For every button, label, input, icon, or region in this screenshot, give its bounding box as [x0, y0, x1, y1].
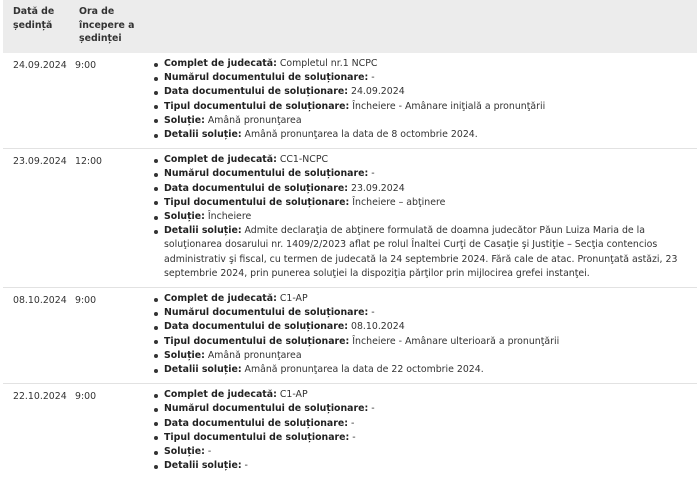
detail-label: Numărul documentului de soluționare:	[164, 168, 369, 180]
detail-item	[154, 306, 697, 320]
hearing-details	[154, 149, 697, 288]
detail-label: Tipul documentului de soluționare:	[164, 335, 350, 347]
detail-label: Numărul documentului de soluționare:	[164, 403, 369, 415]
hearing-time: 9:00	[75, 60, 97, 71]
detail-item	[154, 85, 697, 99]
detail-label: Soluție:	[164, 446, 205, 458]
detail-value: -	[368, 168, 375, 180]
detail-item	[154, 210, 697, 224]
detail-value: 24.09.2024	[348, 86, 405, 98]
table-header-row	[3, 0, 697, 53]
detail-item	[154, 114, 697, 128]
detail-value: Încheiere - Amânare ulterioară a pronunţării	[349, 335, 560, 347]
detail-value: 08.10.2024	[348, 321, 405, 333]
detail-item	[154, 100, 697, 114]
details-list	[154, 384, 697, 479]
details-list	[154, 53, 697, 148]
detail-label: Data documentului de soluționare:	[164, 182, 348, 194]
detail-item	[154, 153, 697, 167]
detail-value: Admite declaraţia de abţinere formulată de doamna judecător Păun Luiza Maria de la soluţionarea dosarului nr. 1409/2/2023 aflat pe rolul Înaltei Curţi de Casaţie şi Justiţie – Secţia contencios administrativ şi fiscal, cu termen de judecată la 24 septembrie 2024. Fără cale de atac. Pronunţată astăzi, 23 septembrie 2024, prin punerea soluţiei la dispoziţia părţilor prin mijlocirea grefei instanţei.	[164, 225, 678, 279]
table-row	[3, 149, 697, 288]
detail-label: Tipul documentului de soluționare:	[164, 431, 350, 443]
hearing-date: 23.09.2024	[3, 149, 69, 288]
detail-item	[154, 431, 697, 445]
detail-label: Detalii soluție:	[164, 225, 242, 237]
detail-label: Soluție:	[164, 211, 205, 223]
hearing-details	[154, 384, 697, 479]
table-row	[3, 384, 697, 479]
header-time: Ora de începere a ședinței	[69, 0, 154, 53]
detail-value: -	[368, 403, 375, 415]
detail-item	[154, 71, 697, 85]
hearing-time: 9:00	[69, 288, 154, 384]
detail-item	[154, 349, 697, 363]
header-date: Dată de ședință	[3, 0, 69, 53]
detail-item	[154, 388, 697, 402]
detail-label: Soluție:	[164, 349, 205, 361]
detail-item	[154, 167, 697, 181]
hearing-date: 24.09.2024	[13, 60, 67, 71]
details-list	[154, 288, 697, 383]
detail-label: Data documentului de soluționare:	[164, 321, 348, 333]
detail-item	[154, 196, 697, 210]
detail-value: -	[368, 307, 375, 319]
hearing-details	[154, 288, 697, 384]
detail-value: -	[349, 431, 356, 443]
detail-value: Amână pronunţarea	[204, 349, 302, 361]
header-details	[154, 0, 697, 53]
hearing-time: 12:00	[69, 149, 154, 288]
details-list	[154, 149, 697, 287]
detail-item	[154, 459, 697, 473]
hearing-time: 9:00	[69, 384, 154, 479]
detail-item	[154, 292, 697, 306]
detail-value: -	[204, 446, 212, 458]
detail-value: Amână pronunţarea la data de 8 octombrie 2024.	[241, 129, 478, 141]
detail-label: Complet de judecată:	[164, 154, 277, 166]
detail-value: Completul nr.1 NCPC	[276, 58, 378, 69]
detail-value: CC1-NCPC	[276, 154, 329, 166]
detail-item	[154, 128, 697, 142]
detail-label: Complet de judecată:	[164, 389, 277, 401]
detail-label: Tipul documentului de soluționare:	[164, 100, 350, 112]
table-row	[3, 288, 697, 384]
detail-value: C1-AP	[276, 293, 308, 305]
table-row	[3, 53, 697, 149]
hearings-table	[3, 0, 697, 479]
detail-label: Tipul documentului de soluționare:	[164, 196, 350, 208]
detail-item	[154, 182, 697, 196]
detail-label: Detalii soluție:	[164, 460, 242, 472]
detail-item	[154, 224, 697, 281]
detail-label: Data documentului de soluționare:	[164, 417, 348, 429]
detail-item	[154, 417, 697, 431]
detail-value: Încheiere – abţinere	[349, 196, 446, 208]
detail-item	[154, 335, 697, 349]
detail-value: -	[368, 72, 375, 84]
hearing-details	[154, 53, 697, 149]
hearing-date: 08.10.2024	[3, 288, 69, 384]
detail-value: C1-AP	[276, 389, 308, 401]
detail-value: Amână pronunţarea	[204, 114, 302, 126]
detail-item	[154, 402, 697, 416]
detail-label: Data documentului de soluționare:	[164, 86, 348, 98]
detail-value: Încheiere	[204, 211, 252, 223]
detail-label: Complet de judecată:	[164, 58, 277, 69]
detail-value: Încheiere - Amânare iniţială a pronunţării	[349, 100, 546, 112]
detail-label: Detalii soluție:	[164, 129, 242, 141]
detail-label: Detalii soluție:	[164, 364, 242, 376]
detail-value: 23.09.2024	[348, 182, 405, 194]
detail-label: Numărul documentului de soluționare:	[164, 307, 369, 319]
detail-value: Amână pronunţarea la data de 22 octombrie 2024.	[241, 364, 484, 376]
detail-label: Numărul documentului de soluționare:	[164, 72, 369, 84]
detail-item	[154, 320, 697, 334]
hearing-date: 22.10.2024	[3, 384, 69, 479]
detail-value: -	[241, 460, 248, 472]
detail-label: Complet de judecată:	[164, 293, 277, 305]
detail-label: Soluție:	[164, 114, 205, 126]
detail-item	[154, 445, 697, 459]
detail-value: -	[348, 417, 355, 429]
detail-item	[154, 57, 697, 71]
detail-item	[154, 363, 697, 377]
